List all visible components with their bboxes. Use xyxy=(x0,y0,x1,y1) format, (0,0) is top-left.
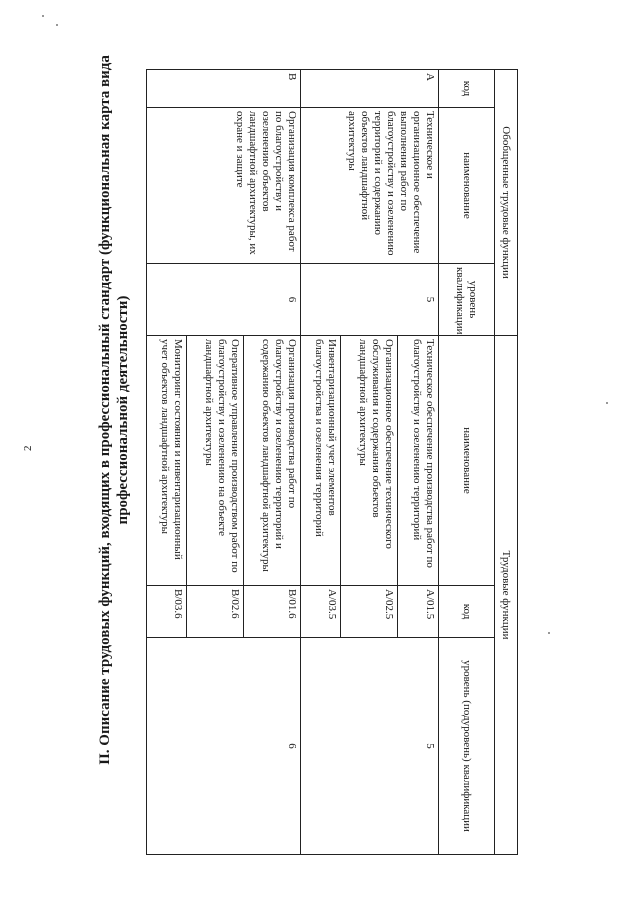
function-name: Мониторинг состояния и инвентаризационный учет объектов ландшафтной архитектуры xyxy=(147,336,187,586)
function-name: Инвентаризационный учет элементов благоустройства и озеленения территорий xyxy=(301,336,341,586)
labor-functions-header: Трудовые функции xyxy=(494,336,517,855)
scan-speck xyxy=(606,402,608,404)
function-code: А/03.5 xyxy=(301,586,341,638)
function-code: А/01.5 xyxy=(398,586,438,638)
function-sublevel: 5 xyxy=(301,638,438,855)
col-header-function-name: наименование xyxy=(438,336,494,586)
function-name: Оперативное управление производством работ по благоустройству и озеленению на объекте ландшафтной архитектуры xyxy=(187,336,244,586)
function-name: Техническое обеспечение производства работ по благоустройству и озеленению территорий xyxy=(398,336,438,586)
col-header-function-code: код xyxy=(438,586,494,638)
scan-speck xyxy=(42,15,44,17)
function-code: В/02.6 xyxy=(187,586,244,638)
gf-code: А xyxy=(301,70,438,108)
function-name: Организационное обеспечение технического обслуживания и содержания объектов ландшафтной архитектуры xyxy=(341,336,398,586)
table-row xyxy=(398,70,438,855)
col-header-code: код xyxy=(438,70,494,108)
gf-name: Организация комплекса работ по благоустройству и озеленению объектов ландшафтной архитектуры, их охране и защите xyxy=(147,108,301,264)
gf-level: 5 xyxy=(301,264,438,336)
function-code: В/01.6 xyxy=(244,586,301,638)
gf-code: В xyxy=(147,70,301,108)
col-header-sublevel: уровень (подуровень) квалификации xyxy=(438,638,494,855)
function-code: А/02.5 xyxy=(341,586,398,638)
scan-speck xyxy=(56,24,58,26)
function-sublevel: 6 xyxy=(147,638,301,855)
document-title: II. Описание трудовых функций, входящих в профессиональный стандарт (функциональная карта вида профессиональной деятельности) xyxy=(97,55,131,765)
table-row xyxy=(244,70,301,855)
function-code: В/03.6 xyxy=(147,586,187,638)
col-header-level: уровень квалификации xyxy=(438,264,494,336)
gf-name: Техническое и организационное обеспечение выполнения работ по благоустройству и озеленению территорий и содержанию объектов ландшафтной архитектуры xyxy=(301,108,438,264)
scan-speck xyxy=(548,632,550,634)
functional-map-table xyxy=(146,69,518,855)
group-header-row xyxy=(494,70,517,855)
column-header-row xyxy=(438,70,494,855)
functional-map-table-wrapper xyxy=(146,69,518,854)
gf-level: 6 xyxy=(147,264,301,336)
page-number: 2 xyxy=(22,445,34,451)
generalized-functions-header: Обобщенные трудовые функции xyxy=(494,70,517,336)
function-name: Организация производства работ по благоустройству и озеленению территорий и содержанию объектов ландшафтной архитектуры xyxy=(244,336,301,586)
col-header-name: наименование xyxy=(438,108,494,264)
